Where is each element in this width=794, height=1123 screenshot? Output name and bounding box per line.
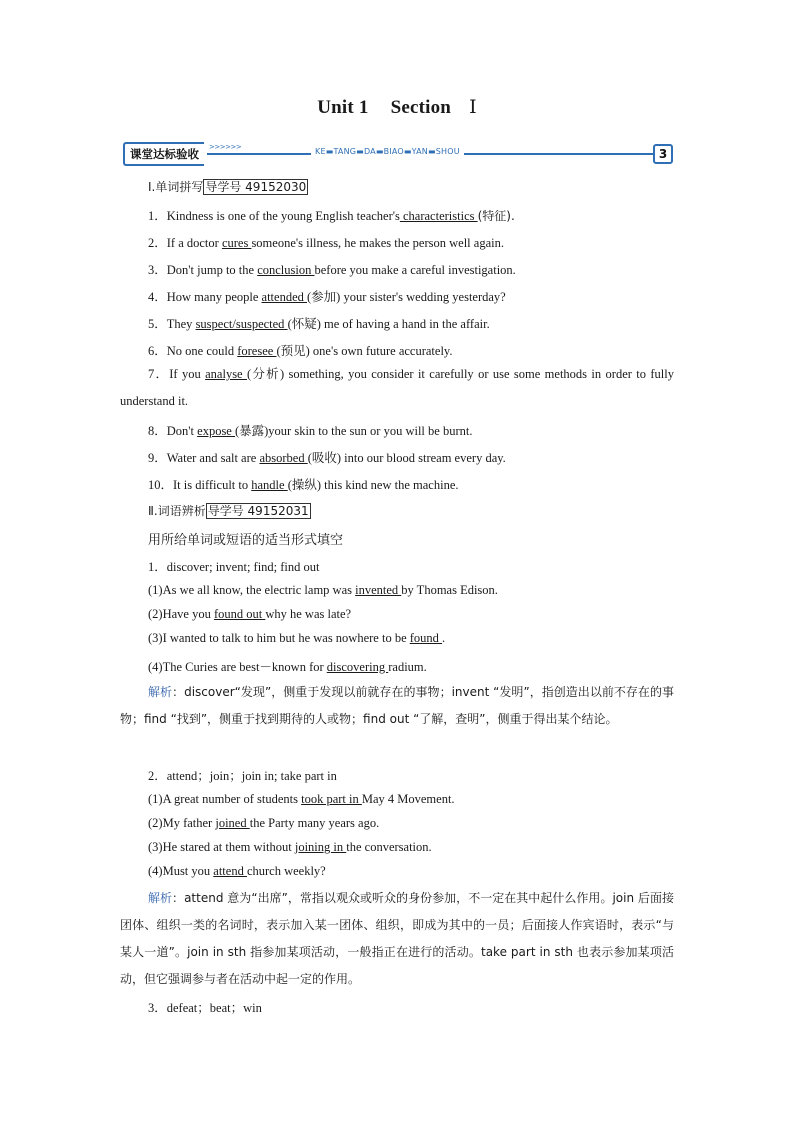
part2-code: 导学号 49152031 — [207, 504, 309, 518]
part1-code: 导学号 49152030 — [205, 180, 307, 194]
list-item: 10．It is difficult to handle (操纵) this kind new the machine. — [148, 478, 459, 492]
group-title: 3．defeat；beat；win — [148, 1001, 262, 1015]
section-banner — [121, 140, 673, 166]
banner-label: 课堂达标验收 — [123, 142, 204, 166]
group-title: 1．discover; invent; find; find out — [148, 560, 320, 574]
list-item: 2．If a doctor cures someone's illness, he makes the person well again. — [148, 236, 504, 250]
list-item: 3．Don't jump to the conclusion before you make a careful investigation. — [148, 263, 516, 277]
list-item: (1)As we all know, the electric lamp was invented by Thomas Edison. — [148, 583, 498, 597]
list-item: (3)He stared at them without joining in the conversation. — [148, 840, 432, 854]
explanation: 解析：attend 意为“出席”，常指以观众或听众的身份参加，不一定在其中起什么作用。join 后面接团体、组织一类的名词时，表示加入某一团体、组织，即成为其中的一员；后面接人作宾语时，表示“与某人一道”。join in sth 指参加某项活动，一般指正在进行的活动。take part in sth 也表示参加某项活动，但它强调参与者在活动中起一定的作用。 — [120, 891, 674, 986]
list-item: 4．How many people attended (参加) your sister's wedding yesterday? — [148, 290, 506, 304]
banner-number: 3 — [653, 144, 673, 164]
list-item: 9．Water and salt are absorbed (吸收) into our blood stream every day. — [148, 451, 506, 465]
chevrons-icon: >>>>>> — [209, 143, 242, 151]
list-item: 8．Don't expose (暴露)your skin to the sun or you will be burnt. — [148, 424, 473, 438]
list-item: (1)A great number of students took part in May 4 Movement. — [148, 792, 455, 806]
list-item: (3)I wanted to talk to him but he was nowhere to be found . — [148, 631, 446, 645]
list-item: 5．They suspect/suspected (怀疑) me of having a hand in the affair. — [148, 317, 490, 331]
section-label: Section — [390, 97, 452, 118]
list-item: (4)Must you attend church weekly? — [148, 864, 326, 878]
banner-pinyin: KE▬TANG▬DA▬BIAO▬YAN▬SHOU — [311, 147, 464, 156]
list-item: (2)Have you found out why he was late? — [148, 607, 352, 621]
group-title: 2．attend；join；join in; take part in — [148, 769, 337, 783]
unit-label: Unit 1 — [317, 97, 369, 118]
list-item: (4)The Curies are best－known for discovering radium. — [148, 660, 427, 674]
list-item: (2)My father joined the Party many years ago. — [148, 816, 380, 830]
explanation-label: 解析 — [148, 891, 173, 905]
part1-heading: Ⅰ.单词拼写 导学号 49152030 — [148, 180, 307, 194]
list-item: 1．Kindness is one of the young English teacher's characteristics (特征). — [148, 209, 515, 223]
page-title — [0, 96, 794, 119]
part2-heading: Ⅱ.词语辨析 导学号 49152031 — [148, 504, 309, 518]
list-item: 6．No one could foresee (预见) one's own future accurately. — [148, 344, 453, 358]
explanation-label: 解析 — [148, 685, 173, 699]
list-item: 7．If you analyse (分析) something, you consider it carefully or use some methods in order to fully understand it. — [120, 367, 675, 408]
instruction: 用所给单词或短语的适当形式填空 — [148, 533, 344, 548]
explanation: 解析：discover“发现”，侧重于发现以前就存在的事物；invent “发明”，指创造出以前不存在的事物；find “找到”，侧重于找到期待的人或物；find out “了解，查明”，侧重于得出某个结论。 — [120, 685, 674, 726]
section-number: Ⅰ — [469, 97, 477, 118]
